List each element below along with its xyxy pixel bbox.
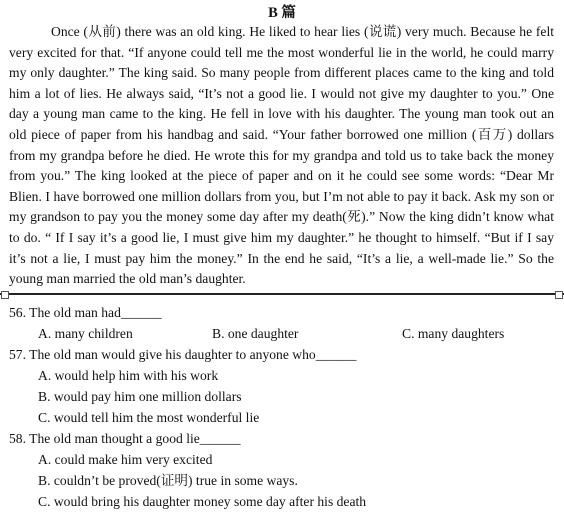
reading-passage: Once (从前) there was an old king. He liked to hear lies (说谎) very much. Because he felt very excited for that. “If anyone could tell me the most wonderful lie in the world, he could marry my only daughter.” The king said. So many people from different places came to the king and told him a lot of lies. He always said, “It’s not a good lie. I would not give my daughter to you.” One day a young man came to the king. He fell in love with his daughter. The young man took out an old piece of paper from his handbag and said. “Your father borrowed one million (百万) dollars from my grandpa before he died. He wrote this for my grandpa and told us to take back the money from you.” The king looked at the piece of paper and on it he could see some words: “Dear Mr Blien. I have borrowed one million dollars from you, but I’m not able to pay it back. Ask my son or my grandson to pay you the money some day after my death(死).” Now the king didn’t know what to do. “ If I say it’s a good lie, I must give him my daughter.” he thought to himself. “But if I say it’s not a lie, I must pay him the money.” In the end he said, “It’s a lie, a well-made lie.” So the young man married the old man’s daughter. (9, 24, 554, 287)
question-57-stem: 57. The old man would give his daughter to anyone who______ (9, 347, 357, 362)
question-list (9, 302, 557, 512)
question-57-option-b[interactable]: B. would pay him one million dollars (38, 389, 242, 404)
question-58-option-c[interactable]: C. would bring his daughter money some day after his death (38, 494, 367, 509)
divider-right-marker (555, 291, 563, 299)
question-58-option-b[interactable]: B. couldn’t be proved(证明) true in some ways. (38, 473, 298, 488)
question-58-stem: 58. The old man thought a good lie______ (9, 431, 241, 446)
section-title: B 篇 (268, 5, 296, 21)
question-56-stem: 56. The old man had______ (9, 305, 162, 320)
question-56-option-a[interactable]: A. many children (38, 326, 133, 341)
question-57-option-a[interactable]: A. would help him with his work (38, 368, 219, 383)
section-divider (0, 293, 564, 295)
question-56-option-b[interactable]: B. one daughter (212, 326, 299, 341)
question-56-options (9, 323, 557, 344)
divider-left-marker (1, 291, 9, 299)
question-58-option-a[interactable]: A. could make him very excited (38, 452, 213, 467)
question-56-option-c[interactable]: C. many daughters (402, 326, 505, 341)
question-57-option-c[interactable]: C. would tell him the most wonderful lie (38, 410, 260, 425)
